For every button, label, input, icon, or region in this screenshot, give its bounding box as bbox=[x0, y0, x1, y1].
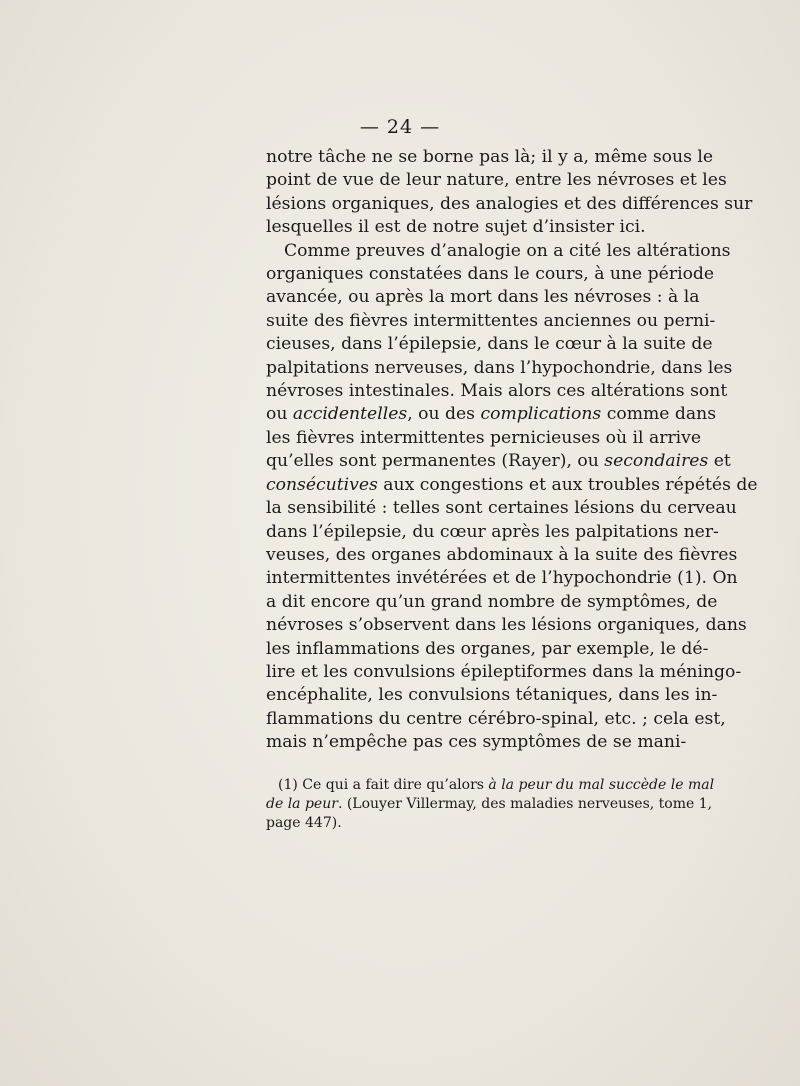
text-line bbox=[266, 474, 758, 497]
paragraph-1 bbox=[266, 146, 753, 240]
text-run: et bbox=[708, 451, 731, 472]
text-line: palpitations nerveuses, dans l’hypochondrie, dans les bbox=[266, 357, 733, 378]
page-number: — 24 — bbox=[359, 116, 441, 138]
text-line: mais n’empêche pas ces symptômes de se mani- bbox=[266, 732, 687, 753]
text-line: a dit encore qu’un grand nombre de symptômes, de bbox=[266, 591, 718, 612]
text-run: comme dans bbox=[601, 404, 717, 425]
text-line: les fièvres intermittentes pernicieuses où il arrive bbox=[266, 427, 702, 448]
text-line bbox=[266, 403, 717, 426]
text-run: ou bbox=[266, 404, 293, 425]
italic-term: secondaires bbox=[604, 451, 709, 472]
footnote-line: page 447). bbox=[266, 815, 342, 831]
text-line: suite des fièvres intermittentes anciennes ou perni- bbox=[266, 310, 716, 331]
text-run: qu’elles sont permanentes (Rayer), ou bbox=[266, 451, 605, 472]
italic-quote: de la peur bbox=[266, 796, 338, 812]
text-run: Ce qui a fait dire qu’alors bbox=[297, 777, 489, 793]
text-line: notre tâche ne se borne pas là; il y a, même sous le bbox=[266, 147, 714, 167]
text-line: organiques constatées dans le cours, à une période bbox=[266, 264, 715, 285]
italic-term: consécutives bbox=[266, 474, 378, 495]
text-run: . (Louyer Villermay, des maladies nerveuses, tome 1, bbox=[337, 796, 713, 812]
paragraph-2 bbox=[266, 240, 758, 755]
text-line: névroses s’observent dans les lésions organiques, dans bbox=[266, 615, 747, 636]
text-line bbox=[266, 450, 731, 473]
text-line: lesquelles il est de notre sujet d’insister ici. bbox=[266, 217, 646, 238]
footnote-marker: (1) bbox=[278, 777, 298, 793]
footnote-line bbox=[266, 776, 715, 795]
text-line: intermittentes invétérées et de l’hypochondrie (1). On bbox=[266, 568, 738, 589]
text-line: Comme preuves d’analogie on a cité les altérations bbox=[284, 240, 731, 261]
text-line: lire et les convulsions épileptiformes dans la méningo- bbox=[266, 661, 742, 682]
text-line: point de vue de leur nature, entre les névroses et les bbox=[266, 170, 727, 191]
text-line: cieuses, dans l’épilepsie, dans le cœur à la suite de bbox=[266, 334, 713, 355]
text-line: dans l’épilepsie, du cœur après les palpitations ner- bbox=[266, 521, 719, 542]
main-text bbox=[266, 146, 758, 755]
text-line: veuses, des organes abdominaux à la suite des fièvres bbox=[266, 544, 738, 565]
text-line: flammations du centre cérébro-spinal, etc. ; cela est, bbox=[266, 708, 726, 729]
text-line: encéphalite, les convulsions tétaniques, dans les in- bbox=[266, 685, 718, 706]
italic-quote: à la peur du mal succède le mal bbox=[488, 777, 715, 793]
text-line: lésions organiques, des analogies et des différences sur bbox=[266, 193, 753, 214]
text-line: la sensibilité : telles sont certaines lésions du cerveau bbox=[266, 498, 737, 519]
text-run: aux congestions et aux troubles répétés de bbox=[377, 474, 758, 495]
italic-term: complications bbox=[480, 404, 602, 425]
italic-term: accidentelles bbox=[292, 404, 408, 425]
text-run: , ou des bbox=[407, 404, 481, 425]
text-line: névroses intestinales. Mais alors ces altérations sont bbox=[266, 381, 728, 402]
text-line: les inflammations des organes, par exemple, le dé- bbox=[266, 638, 709, 659]
footnote bbox=[266, 776, 715, 833]
text-line: avancée, ou après la mort dans les névroses : à la bbox=[266, 287, 700, 308]
footnote-line bbox=[266, 795, 713, 814]
